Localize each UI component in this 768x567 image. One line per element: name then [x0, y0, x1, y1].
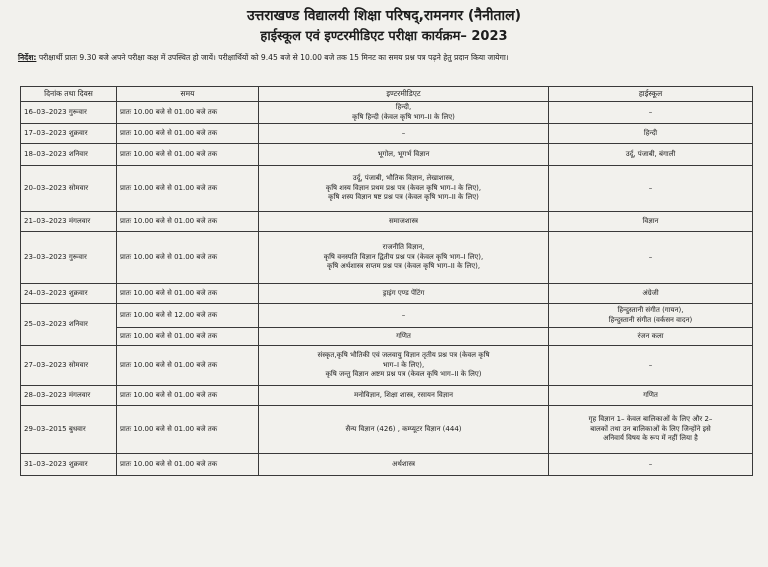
highschool-subject-line: – [648, 183, 653, 192]
table-row [21, 284, 753, 304]
exam-schedule-title: हाईस्कूल एवं इण्टरमीडिएट परीक्षा कार्यक्रम– 2023 [260, 29, 508, 44]
table-row [21, 346, 753, 386]
table-row [21, 304, 753, 328]
highschool-subject [549, 346, 753, 386]
table-row [21, 144, 753, 166]
highschool-subject [549, 144, 753, 166]
intermediate-subject [259, 328, 549, 346]
table-row [21, 102, 753, 124]
exam-time [117, 454, 259, 476]
intermediate-subject-line: – [401, 128, 406, 137]
table-row [21, 124, 753, 144]
exam-time-line: प्रातः 10.00 बजे से 01.00 बजे तक [120, 183, 218, 192]
exam-date [21, 304, 117, 346]
table-header-row [21, 87, 753, 102]
intermediate-subject-line: – [401, 310, 406, 319]
exam-date-line: 25–03–2023 शनिवार [24, 319, 88, 328]
exam-date [21, 406, 117, 454]
header-time: समय [117, 87, 259, 102]
intermediate-subject-line: संस्कृत,कृषि भौतिकी एवं जलवायु विज्ञान तृतीय प्रश्न पत्र (केवल कृषि [317, 351, 490, 360]
table-body [21, 102, 753, 476]
intermediate-subject [259, 144, 549, 166]
exam-date [21, 124, 117, 144]
table-row [21, 454, 753, 476]
exam-date-line: 18–03–2023 शनिवार [24, 149, 88, 158]
exam-time [117, 102, 259, 124]
exam-date-line: 17–03–2023 शुक्रवार [24, 128, 88, 137]
exam-date-line: 20–03–2023 सोमवार [24, 183, 89, 192]
exam-time-line: प्रातः 10.00 बजे से 01.00 बजे तक [120, 216, 218, 225]
highschool-subject [549, 166, 753, 212]
exam-time-line: प्रातः 10.00 बजे से 01.00 बजे तक [120, 390, 218, 399]
highschool-subject [549, 454, 753, 476]
table-row [21, 328, 753, 346]
exam-date [21, 232, 117, 284]
intermediate-subject-line: हिन्दी, [395, 103, 412, 112]
intermediate-subject-line: कृषि वनस्पति विज्ञान द्वितीय प्रश्न पत्र (केवल कृषि भाग–I लिए), [323, 252, 484, 261]
exam-time-line: प्रातः 10.00 बजे से 01.00 बजे तक [120, 424, 218, 433]
exam-date-line: 27–03–2023 सोमवार [24, 360, 89, 369]
highschool-subject [549, 304, 753, 328]
header-date: दिनांक तथा दिवस [21, 87, 117, 102]
exam-date [21, 346, 117, 386]
highschool-subject-line: – [648, 107, 653, 116]
intermediate-subject-line: गणित [396, 331, 411, 340]
highschool-subject-line: उर्दू, पंजाबी, बंगाली [625, 149, 676, 158]
intermediate-subject-line: कृषि शस्य विज्ञान प्रथम प्रश्न पत्र (केवल कृषि भाग–I के लिए), [325, 183, 482, 192]
exam-time [117, 406, 259, 454]
highschool-subject [549, 124, 753, 144]
exam-time-line: प्रातः 10.00 बजे से 01.00 बजे तक [120, 252, 218, 261]
highschool-subject-line: विज्ञान [642, 216, 659, 225]
exam-time-line: प्रातः 10.00 बजे से 12.00 बजे तक [120, 310, 218, 319]
exam-time [117, 144, 259, 166]
intermediate-subject-line: कृषि जन्तु विज्ञान अष्टम प्रश्न पत्र (केवल कृषि भाग–II के लिए) [325, 370, 482, 379]
highschool-subject-line: अनिवार्य विषय के रूप में नहीं लिया है [603, 434, 698, 443]
exam-date-line: 29–03–2015 बुधवार [24, 424, 86, 433]
instruction-label: निर्देश: [18, 53, 37, 62]
intermediate-subject [259, 346, 549, 386]
intermediate-subject [259, 166, 549, 212]
intermediate-subject-line: मनोविज्ञान, शिक्षा शास्त्र, रसायन विज्ञान [354, 390, 453, 399]
table-row [21, 232, 753, 284]
intermediate-subject-line: कृषि शस्य विज्ञान षष्ट प्रश्न पत्र (केवल कृषि भाग–II के लिए) [328, 193, 479, 202]
intermediate-subject [259, 454, 549, 476]
intermediate-subject-line: भूगोल, भूगर्भ विज्ञान [377, 149, 430, 158]
board-title: उत्तराखण्ड विद्यालयी शिक्षा परिषद्,रामनगर (नैनीताल) [246, 8, 521, 24]
highschool-subject-line: – [648, 360, 653, 369]
highschool-subject-line: हिन्दुस्तानी संगीत (वर्कसन वादन) [608, 315, 693, 324]
table-row [21, 166, 753, 212]
exam-time [117, 328, 259, 346]
exam-time [117, 284, 259, 304]
intermediate-subject-line: राजनीति विज्ञान, [382, 243, 425, 252]
exam-time [117, 304, 259, 328]
highschool-subject [549, 232, 753, 284]
highschool-subject-line: रंजन कला [637, 331, 664, 340]
exam-time-line: प्रातः 10.00 बजे से 01.00 बजे तक [120, 331, 218, 340]
exam-time-line: प्रातः 10.00 बजे से 01.00 बजे तक [120, 459, 218, 468]
exam-date [21, 166, 117, 212]
exam-date [21, 102, 117, 124]
exam-time-line: प्रातः 10.00 बजे से 01.00 बजे तक [120, 149, 218, 158]
intermediate-subject [259, 232, 549, 284]
intermediate-subject-line: सैन्य विज्ञान (426) , कम्प्यूटर विज्ञान (444) [345, 424, 462, 433]
highschool-subject-line: गृह विज्ञान 1– केवल बालिकाओं के लिए और 2– [588, 415, 713, 424]
highschool-subject-line: अंग्रेजी [642, 288, 659, 297]
highschool-subject-line: – [648, 252, 653, 261]
exam-time [117, 386, 259, 406]
exam-date [21, 386, 117, 406]
intermediate-subject-line: भाग–I के लिए), [382, 360, 425, 369]
highschool-subject-line: हिन्दुस्तानी संगीत (गायन), [617, 306, 684, 315]
table-row [21, 406, 753, 454]
intermediate-subject [259, 386, 549, 406]
highschool-subject-line: बालकों तथा उन बालिकाओं के लिए जिन्होंने इसे [590, 424, 711, 433]
exam-time-line: प्रातः 10.00 बजे से 01.00 बजे तक [120, 288, 218, 297]
table-row [21, 386, 753, 406]
exam-time [117, 346, 259, 386]
intermediate-subject [259, 284, 549, 304]
intermediate-subject [259, 212, 549, 232]
highschool-subject-line: – [648, 459, 653, 468]
header-highschool: हाईस्कूल [549, 87, 753, 102]
highschool-subject [549, 284, 753, 304]
highschool-subject [549, 212, 753, 232]
exam-time-line: प्रातः 10.00 बजे से 01.00 बजे तक [120, 128, 218, 137]
exam-date-line: 31–03–2023 शुक्रवार [24, 459, 88, 468]
exam-time [117, 124, 259, 144]
intermediate-subject [259, 102, 549, 124]
highschool-subject [549, 406, 753, 454]
intermediate-subject-line: उर्दू, पंजाबी, भौतिक विज्ञान, लेखाशास्त्र, [352, 174, 455, 183]
exam-date-line: 23–03–2023 गुरूवार [24, 252, 87, 261]
highschool-subject [549, 386, 753, 406]
instruction-text: परीक्षार्थी प्रातः 9.30 बजे अपने परीक्षा कक्ष में उपस्थित हो जायें। परीक्षार्थियों को 9.45 बजे से 10.00 बजे तक 15 मिनट का समय प्रश्न पत्र पढ़ने हेतु प्रदान किया जायेगा। [38, 53, 509, 62]
highschool-subject-line: हिन्दी [643, 128, 658, 137]
exam-date [21, 212, 117, 232]
highschool-subject-line: गणित [643, 390, 658, 399]
exam-date [21, 284, 117, 304]
exam-date-line: 24–03–2023 शुक्रवार [24, 288, 88, 297]
header-intermediate: इण्टरमीडिएट [259, 87, 549, 102]
highschool-subject [549, 102, 753, 124]
exam-time [117, 232, 259, 284]
intermediate-subject-line: समाजशास्त्र [388, 216, 419, 225]
instruction-note [18, 53, 758, 63]
exam-time [117, 212, 259, 232]
intermediate-subject [259, 124, 549, 144]
exam-schedule-table [20, 86, 753, 476]
exam-date [21, 144, 117, 166]
exam-date-line: 28–03–2023 मंगलवार [24, 390, 91, 399]
exam-time-line: प्रातः 10.00 बजे से 01.00 बजे तक [120, 107, 218, 116]
intermediate-subject-line: कृषि हिन्दी (केवल कृषि भाग–II के लिए) [352, 112, 455, 121]
highschool-subject [549, 328, 753, 346]
intermediate-subject-line: कृषि अर्थशास्त्र सप्तम प्रश्न पत्र (केवल कृषि भाग–II के लिए), [326, 262, 481, 271]
intermediate-subject [259, 406, 549, 454]
exam-date-line: 16–03–2023 गुरूवार [24, 107, 87, 116]
intermediate-subject-line: ड्राइंग एण्ड पेंटिंग [382, 288, 425, 297]
table-row [21, 212, 753, 232]
exam-time [117, 166, 259, 212]
intermediate-subject [259, 304, 549, 328]
intermediate-subject-line: अर्थशास्त्र [392, 459, 415, 468]
exam-date-line: 21–03–2023 मंगलवार [24, 216, 91, 225]
exam-time-line: प्रातः 10.00 बजे से 01.00 बजे तक [120, 360, 218, 369]
exam-date [21, 454, 117, 476]
